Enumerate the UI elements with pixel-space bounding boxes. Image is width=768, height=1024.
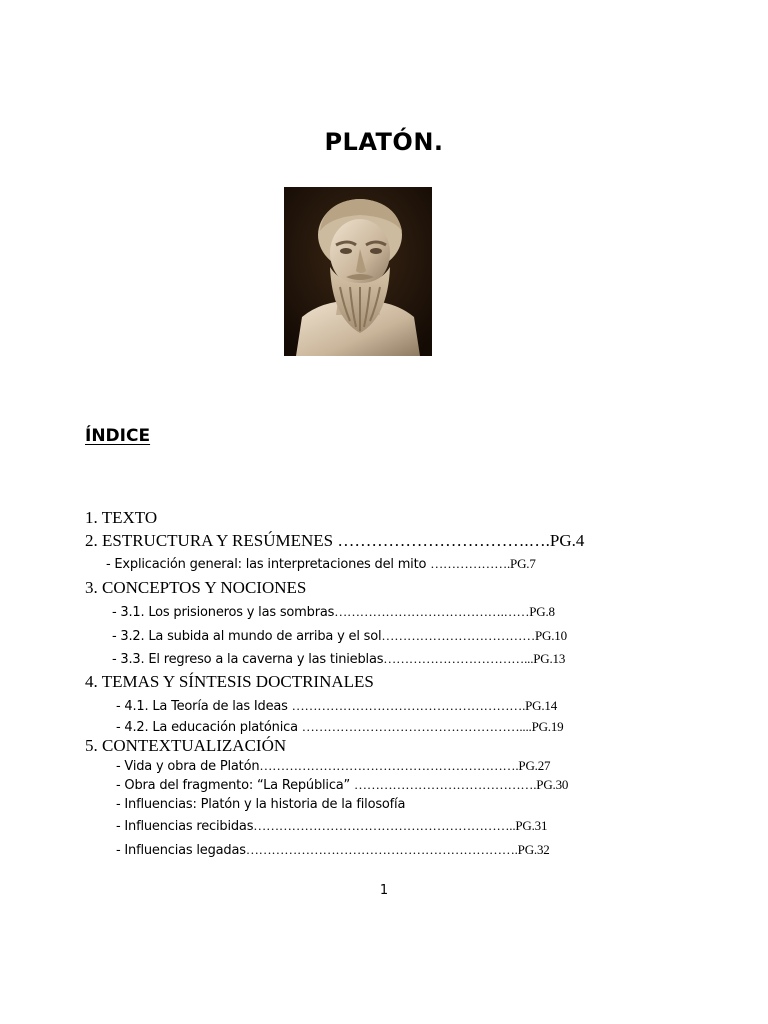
page-number: 1 bbox=[379, 883, 389, 898]
toc-subentry-4-1 bbox=[116, 698, 557, 714]
toc-entry-dots: …………………………………………………….. bbox=[253, 818, 516, 833]
toc-entry-text: - Influencias recibidas bbox=[116, 819, 254, 834]
toc-entry-2 bbox=[85, 531, 584, 551]
page-title: PLATÓN. bbox=[324, 128, 444, 156]
toc-subentry-3-1 bbox=[112, 604, 555, 620]
toc-entry-dots: ………………………………………………………. bbox=[245, 842, 518, 857]
toc-entry-page: PG.30 bbox=[536, 777, 569, 792]
index-heading: ÍNDICE bbox=[85, 426, 151, 446]
toc-entry-text: 5. CONTEXTUALIZACIÓN bbox=[85, 736, 287, 755]
toc-entry-page: PG.4 bbox=[549, 531, 585, 550]
toc-subentry-explicacion bbox=[106, 556, 536, 572]
toc-entry-text: - 4.1. La Teoría de las Ideas bbox=[116, 699, 292, 714]
toc-entry-1 bbox=[85, 508, 157, 528]
toc-entry-text: - Influencias: Platón y la historia de la filosofía bbox=[116, 797, 406, 812]
toc-entry-text: 4. TEMAS Y SÍNTESIS DOCTRINALES bbox=[85, 672, 374, 691]
toc-entry-page: PG.31 bbox=[515, 818, 548, 833]
toc-entry-dots: …………………………….…. bbox=[337, 531, 550, 550]
toc-entry-page: PG.7 bbox=[510, 556, 536, 571]
toc-entry-page: PG.13 bbox=[533, 651, 566, 666]
toc-subentry-obra-fragmento bbox=[116, 777, 568, 793]
toc-entry-dots: ……………………………………. bbox=[354, 777, 537, 792]
toc-entry-4 bbox=[85, 672, 374, 692]
toc-entry-dots: ……………………………... bbox=[383, 651, 534, 666]
toc-entry-text: 1. TEXTO bbox=[85, 508, 158, 527]
toc-subentry-vida-obra bbox=[116, 758, 550, 774]
toc-entry-text: - 3.2. La subida al mundo de arriba y el sol bbox=[112, 629, 382, 644]
toc-entry-dots: ……………………………… bbox=[381, 628, 536, 643]
plato-bust-image bbox=[284, 187, 432, 356]
toc-entry-page: PG.8 bbox=[529, 604, 555, 619]
toc-entry-3 bbox=[85, 578, 306, 598]
toc-entry-dots: ………………………………………………. bbox=[291, 698, 526, 713]
toc-entry-page: PG.19 bbox=[531, 719, 564, 734]
toc-entry-dots: ………………………………….…… bbox=[334, 604, 530, 619]
toc-subentry-4-2 bbox=[116, 719, 563, 735]
toc-entry-text: 2. ESTRUCTURA Y RESÚMENES bbox=[85, 531, 338, 550]
toc-entry-dots: …………………………………………….... bbox=[301, 719, 532, 734]
toc-entry-text: - Explicación general: las interpretaciones del mito bbox=[106, 557, 431, 572]
toc-subentry-influencias-legadas bbox=[116, 842, 550, 858]
toc-entry-text: - 3.3. El regreso a la caverna y las tinieblas bbox=[112, 652, 384, 667]
toc-entry-text: - 3.1. Los prisioneros y las sombras bbox=[112, 605, 335, 620]
plato-bust-icon bbox=[284, 187, 432, 356]
toc-subentry-3-2 bbox=[112, 628, 567, 644]
toc-entry-text: - Vida y obra de Platón bbox=[116, 759, 260, 774]
toc-entry-dots: ………………. bbox=[430, 556, 511, 571]
toc-entry-text: - Influencias legadas bbox=[116, 843, 246, 858]
toc-entry-5 bbox=[85, 736, 286, 756]
toc-subentry-3-3 bbox=[112, 651, 565, 667]
toc-entry-page: PG.14 bbox=[525, 698, 557, 713]
toc-entry-text: 3. CONCEPTOS Y NOCIONES bbox=[85, 578, 307, 597]
toc-entry-page: PG.10 bbox=[535, 628, 567, 643]
toc-subentry-influencias bbox=[116, 797, 405, 812]
toc-entry-page: PG.27 bbox=[518, 758, 551, 773]
toc-entry-dots: ……………………………………………………. bbox=[259, 758, 519, 773]
toc-subentry-influencias-recibidas bbox=[116, 818, 547, 834]
toc-entry-text: - Obra del fragmento: “La República” bbox=[116, 778, 355, 793]
toc-entry-page: PG.32 bbox=[517, 842, 550, 857]
toc-entry-text: - 4.2. La educación platónica bbox=[116, 720, 302, 735]
